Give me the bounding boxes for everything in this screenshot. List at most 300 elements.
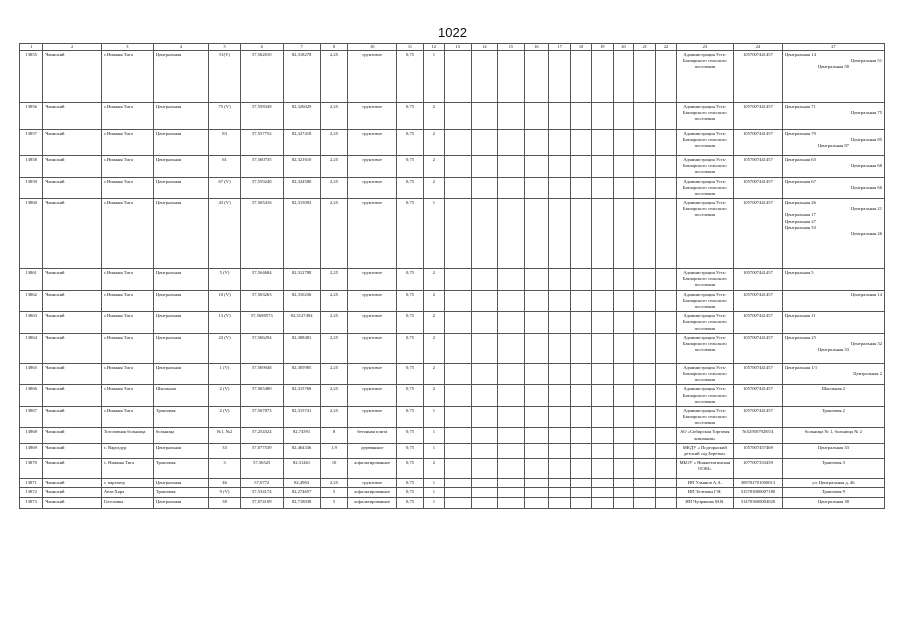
table-cell xyxy=(591,290,613,312)
table-cell xyxy=(571,50,591,102)
table-cell xyxy=(656,333,676,363)
table-cell: Чаинский xyxy=(43,385,101,407)
table-row xyxy=(20,269,885,291)
table-cell: 82,321610 xyxy=(283,155,320,177)
table-cell xyxy=(498,312,525,334)
table-cell: 0,75 xyxy=(397,488,424,497)
table-cell: 2,25 xyxy=(320,385,348,407)
table-cell: 2 (V) xyxy=(209,385,241,407)
table-cell: 57,563263 xyxy=(241,290,284,312)
table-cell: бетонная плита xyxy=(348,428,397,443)
table-cell xyxy=(613,102,633,129)
table-cell xyxy=(524,385,548,407)
column-header: 19 xyxy=(591,44,613,51)
table-cell xyxy=(549,199,571,269)
table-cell xyxy=(498,488,525,497)
table-cell: №5295079285/4 xyxy=(734,428,783,443)
table-cell xyxy=(634,155,656,177)
table-cell: Центральная xyxy=(153,333,208,363)
table-cell xyxy=(549,488,571,497)
table-cell xyxy=(498,199,525,269)
table-cell: 61 xyxy=(209,155,241,177)
table-cell: 0,75 xyxy=(397,102,424,129)
table-cell: 82,31461 xyxy=(283,459,320,479)
table-cell: с.Нижняя Тига xyxy=(101,385,153,407)
table-cell xyxy=(591,443,613,458)
table-cell: 2 xyxy=(423,129,444,155)
table-cell xyxy=(613,488,633,497)
registry-table xyxy=(19,43,885,509)
table-row xyxy=(20,497,885,508)
table-cell: 82,324580 xyxy=(283,177,320,199)
table-cell xyxy=(549,269,571,291)
table-cell xyxy=(471,363,498,385)
table-cell xyxy=(524,488,548,497)
table-cell xyxy=(571,385,591,407)
table-cell: Администрация Усть-Бакчарского сельского поселения xyxy=(676,50,733,102)
table-cell: асфальтированное xyxy=(348,488,397,497)
table-cell xyxy=(613,479,633,488)
table-cell: больница xyxy=(153,428,208,443)
table-cell xyxy=(591,428,613,443)
column-header: 1 xyxy=(20,44,43,51)
table-cell: 2 xyxy=(423,459,444,479)
column-header: 17 xyxy=(549,44,571,51)
table-row xyxy=(20,385,885,407)
table-cell: 0,75 xyxy=(397,497,424,508)
table-cell: 1057007441457 xyxy=(734,129,783,155)
address-cell xyxy=(782,102,884,129)
table-cell xyxy=(524,155,548,177)
table-cell xyxy=(571,177,591,199)
table-cell: Аеза-Хара xyxy=(101,488,153,497)
table-cell: 51(V) xyxy=(209,50,241,102)
table-cell: с.Нижняя Тига xyxy=(101,129,153,155)
column-header: 15 xyxy=(498,44,525,51)
table-cell xyxy=(498,177,525,199)
table-cell: 82,318278 xyxy=(283,50,320,102)
table-cell xyxy=(571,102,591,129)
table-cell: 1 xyxy=(423,443,444,458)
table-cell xyxy=(498,479,525,488)
table-cell: 33 xyxy=(209,443,241,458)
table-row xyxy=(20,290,885,312)
table-cell xyxy=(634,290,656,312)
address-line: Центральная 51 xyxy=(851,58,882,64)
table-cell: Центральная xyxy=(153,363,208,385)
table-cell xyxy=(634,177,656,199)
table-cell: 57,534174 xyxy=(241,488,284,497)
table-cell xyxy=(613,129,633,155)
address-line: Центральная 32 xyxy=(851,340,882,346)
table-cell xyxy=(471,385,498,407)
column-header: 14 xyxy=(471,44,498,51)
column-header: 4 xyxy=(153,44,208,51)
table-row xyxy=(20,50,885,102)
table-cell: 82,74391 xyxy=(283,428,320,443)
table-cell: с.Нижняя Тига xyxy=(101,333,153,363)
table-cell: ИП Чупрякова М.В. xyxy=(676,497,733,508)
address-line: больница № 1, больница № 2 xyxy=(804,429,862,435)
column-header: 6 xyxy=(241,44,284,51)
table-cell: 13862 xyxy=(20,290,43,312)
table-cell: грунтовое xyxy=(348,333,397,363)
table-cell: 1 xyxy=(423,497,444,508)
table-cell: 82,3127494 xyxy=(283,312,320,334)
table-cell: 57,562010 xyxy=(241,50,284,102)
table-cell: 0,75 xyxy=(397,333,424,363)
table-cell xyxy=(471,290,498,312)
table-cell: 1 xyxy=(423,199,444,269)
table-cell: 2 xyxy=(423,155,444,177)
table-cell xyxy=(524,443,548,458)
address-cell xyxy=(782,199,884,269)
table-cell xyxy=(591,50,613,102)
table-cell: 57,074109 xyxy=(241,497,284,508)
table-cell: деревянное xyxy=(348,443,397,458)
table-cell: 2,25 xyxy=(320,155,348,177)
table-cell: МБОУ « Нижнетигинская ООШ» xyxy=(676,459,733,479)
table-cell: асфальтированное xyxy=(348,459,397,479)
table-cell: Центральная xyxy=(153,129,208,155)
table-cell xyxy=(656,428,676,443)
table-cell: 0,75 xyxy=(397,129,424,155)
table-cell: Центральная xyxy=(153,155,208,177)
table-cell: 82,305985 xyxy=(283,363,320,385)
table-cell xyxy=(634,102,656,129)
table-cell: Администрация Усть-Бакчарского сельского поселения xyxy=(676,363,733,385)
table-cell: 314703600004020 xyxy=(734,497,783,508)
table-cell xyxy=(471,333,498,363)
table-row xyxy=(20,129,885,155)
table-cell xyxy=(524,363,548,385)
table-cell xyxy=(471,155,498,177)
address-cell xyxy=(782,333,884,363)
table-cell: Администрация Усть-Бакчарского сельского поселения xyxy=(676,290,733,312)
table-cell xyxy=(549,443,571,458)
table-cell: 82,312788 xyxy=(283,269,320,291)
table-cell: 1057007441457 xyxy=(734,155,783,177)
table-cell: №1, №2 xyxy=(209,428,241,443)
table-cell: ИП Тележин Г.Н. xyxy=(676,488,733,497)
table-cell xyxy=(634,488,656,497)
table-cell xyxy=(445,129,472,155)
table-cell xyxy=(634,406,656,428)
table-cell: с.Нижняя Тига xyxy=(101,102,153,129)
address-cell xyxy=(782,497,884,508)
table-cell: Центральная xyxy=(153,479,208,488)
table-cell: Чаинский xyxy=(43,102,101,129)
table-cell: Чаинский xyxy=(43,312,101,334)
address-line: Центральная 2 xyxy=(853,370,882,376)
table-cell xyxy=(524,406,548,428)
column-header: 27 xyxy=(782,44,884,51)
address-line: Школьная 2 xyxy=(821,386,846,392)
table-cell: 309702701000013 xyxy=(734,479,783,488)
table-cell xyxy=(549,459,571,479)
address-line: ул. Центральная д. 46 xyxy=(812,480,855,486)
table-cell xyxy=(591,479,613,488)
table-cell xyxy=(613,269,633,291)
table-cell: 13861 xyxy=(20,269,43,291)
table-cell: 57,564684 xyxy=(241,269,284,291)
table-cell xyxy=(445,269,472,291)
table-cell: 13857 xyxy=(20,129,43,155)
table-cell xyxy=(445,459,472,479)
table-cell xyxy=(471,488,498,497)
table-cell xyxy=(656,459,676,479)
table-cell xyxy=(591,497,613,508)
table-cell xyxy=(524,333,548,363)
table-cell: Чаинский xyxy=(43,129,101,155)
header-row xyxy=(20,44,885,51)
table-cell xyxy=(524,102,548,129)
table-cell: 315703000007180 xyxy=(734,488,783,497)
table-cell: 13856 xyxy=(20,102,43,129)
table-cell xyxy=(591,363,613,385)
table-cell: 2 xyxy=(423,102,444,129)
address-line: Центральная 67 xyxy=(784,178,816,184)
table-cell: 0,75 xyxy=(397,199,424,269)
table-cell xyxy=(591,269,613,291)
table-row xyxy=(20,312,885,334)
table-cell xyxy=(634,497,656,508)
table-cell: 1077007333459 xyxy=(734,459,783,479)
table-cell xyxy=(656,155,676,177)
column-header: 24 xyxy=(734,44,783,51)
table-cell: Центральная xyxy=(153,199,208,269)
table-cell xyxy=(613,333,633,363)
address-cell xyxy=(782,488,884,497)
table-cell xyxy=(591,129,613,155)
table-cell: с.Нижняя Тига xyxy=(101,269,153,291)
table-cell: 0,75 xyxy=(397,428,424,443)
table-cell: 82,315741 xyxy=(283,406,320,428)
table-cell xyxy=(524,290,548,312)
table-cell: 2 xyxy=(423,333,444,363)
address-line: Трактовая 9 xyxy=(821,489,845,495)
table-cell xyxy=(498,443,525,458)
table-cell: Трактовая xyxy=(153,459,208,479)
table-cell xyxy=(656,443,676,458)
table-cell xyxy=(549,363,571,385)
address-cell xyxy=(782,50,884,102)
table-cell xyxy=(498,459,525,479)
table-cell xyxy=(634,385,656,407)
table-cell: с. варгатер xyxy=(101,479,153,488)
table-cell: 1057007441457 xyxy=(734,50,783,102)
table-cell xyxy=(471,102,498,129)
table-cell: Центральная xyxy=(153,290,208,312)
table-row xyxy=(20,102,885,129)
table-cell xyxy=(498,406,525,428)
table-cell: 82,4963 xyxy=(283,479,320,488)
table-cell xyxy=(656,129,676,155)
table-cell: 82,718038 xyxy=(283,497,320,508)
table-cell xyxy=(445,363,472,385)
table-cell: 57,567873 xyxy=(241,406,284,428)
table-cell: 57,558349 xyxy=(241,102,284,129)
table-cell: 83 xyxy=(209,129,241,155)
address-line: Центральная 21 xyxy=(851,206,882,212)
address-cell xyxy=(782,155,884,177)
table-cell xyxy=(498,385,525,407)
table-cell xyxy=(571,443,591,458)
table-cell: 13858 xyxy=(20,155,43,177)
table-cell: Чаинский xyxy=(43,177,101,199)
column-header: 10 xyxy=(348,44,397,51)
column-header: 16 xyxy=(524,44,548,51)
table-cell xyxy=(571,488,591,497)
table-cell: 1057007441457 xyxy=(734,363,783,385)
table-cell: 75 (V) xyxy=(209,102,241,129)
table-cell xyxy=(634,443,656,458)
table-cell xyxy=(613,177,633,199)
table-cell xyxy=(498,269,525,291)
table-cell: 2 xyxy=(423,312,444,334)
table-cell xyxy=(445,488,472,497)
table-cell xyxy=(571,497,591,508)
table-cell xyxy=(613,459,633,479)
table-cell xyxy=(591,199,613,269)
table-cell: 1057007441457 xyxy=(734,269,783,291)
table-cell: 5 (V) xyxy=(209,269,241,291)
table-cell xyxy=(571,129,591,155)
column-header: 13 xyxy=(445,44,472,51)
table-cell: с.Нижняя Тига xyxy=(101,177,153,199)
table-cell: 2,25 xyxy=(320,199,348,269)
table-cell: с. Варгадур xyxy=(101,443,153,458)
table-cell: 13865 xyxy=(20,363,43,385)
table-cell: 0,75 xyxy=(397,50,424,102)
table-cell: Центральная xyxy=(153,312,208,334)
table-cell: грунтовое xyxy=(348,50,397,102)
table-cell xyxy=(656,406,676,428)
table-cell: 57,5698573 xyxy=(241,312,284,334)
column-header: 8 xyxy=(320,44,348,51)
table-cell: Администрация Усть-Бакчарского сельского поселения xyxy=(676,406,733,428)
table-cell: 2,25 xyxy=(320,290,348,312)
table-cell: Тоголовная больница xyxy=(101,428,153,443)
table-cell: 2,25 xyxy=(320,312,348,334)
address-cell xyxy=(782,479,884,488)
table-cell: 2 xyxy=(423,177,444,199)
table-cell: Чаинский xyxy=(43,269,101,291)
table-cell xyxy=(656,290,676,312)
address-line: Центральная 63 xyxy=(784,156,816,162)
table-cell: Чаинский xyxy=(43,199,101,269)
table-cell: с.Нижняя Тига xyxy=(101,155,153,177)
address-line: Центральная 79 xyxy=(784,130,816,136)
table-cell: Центральная xyxy=(153,102,208,129)
table-cell: 13873 xyxy=(20,497,43,508)
table-cell: 1057007441457 xyxy=(734,333,783,363)
address-line: Центральная 33 xyxy=(784,224,816,230)
table-cell: Администрация Усть-Бакчарского сельского поселения xyxy=(676,155,733,177)
column-header: 2 xyxy=(43,44,101,51)
table-cell xyxy=(445,385,472,407)
table-row xyxy=(20,177,885,199)
address-line: Центральная 33 xyxy=(817,444,849,450)
table-cell xyxy=(471,269,498,291)
table-cell xyxy=(571,428,591,443)
table-cell: 82,315092 xyxy=(283,199,320,269)
table-cell: с.Нижняя Тига xyxy=(101,363,153,385)
table-cell: Чаинский xyxy=(43,479,101,488)
table-cell xyxy=(549,497,571,508)
table-cell: 2 (V) xyxy=(209,406,241,428)
table-cell: 67 (V) xyxy=(209,177,241,199)
table-cell xyxy=(613,385,633,407)
address-cell xyxy=(782,406,884,428)
table-cell xyxy=(549,479,571,488)
table-cell xyxy=(571,269,591,291)
table-cell xyxy=(613,428,633,443)
table-cell xyxy=(524,479,548,488)
table-cell xyxy=(613,406,633,428)
table-cell xyxy=(498,333,525,363)
table-cell xyxy=(445,479,472,488)
address-line: Центральная 11 xyxy=(784,313,816,319)
table-cell: грунтовое xyxy=(348,155,397,177)
table-cell: Чаинский xyxy=(43,428,101,443)
table-cell xyxy=(471,443,498,458)
table-cell xyxy=(613,443,633,458)
address-cell xyxy=(782,129,884,155)
table-cell: 38 xyxy=(209,497,241,508)
table-cell xyxy=(634,479,656,488)
table-cell: 2,25 xyxy=(320,269,348,291)
table-cell xyxy=(445,497,472,508)
table-cell xyxy=(613,497,633,508)
table-row xyxy=(20,155,885,177)
table-cell xyxy=(549,102,571,129)
table-cell xyxy=(571,479,591,488)
table-cell: грунтовое xyxy=(348,312,397,334)
table-cell: 82,315768 xyxy=(283,385,320,407)
table-cell xyxy=(634,199,656,269)
table-cell: 1 xyxy=(423,406,444,428)
table-cell xyxy=(656,312,676,334)
table-cell xyxy=(613,199,633,269)
table-cell xyxy=(498,129,525,155)
address-line: Центральная 26 xyxy=(851,231,882,236)
table-cell: асфальтированное xyxy=(348,497,397,508)
table-cell: 3 xyxy=(209,459,241,479)
table-cell xyxy=(549,312,571,334)
table-cell xyxy=(498,363,525,385)
table-cell: Администрация Усть-Бакчарского сельского поселения xyxy=(676,312,733,334)
table-cell xyxy=(549,333,571,363)
table-cell: Администрация Усть-Бакчарского сельского поселения xyxy=(676,102,733,129)
table-cell xyxy=(549,155,571,177)
table-row xyxy=(20,199,885,269)
table-cell xyxy=(524,129,548,155)
table-cell: грунтовое xyxy=(348,177,397,199)
table-cell: с.Нижняя Тига xyxy=(101,50,153,102)
address-line: Центральная 85 xyxy=(851,137,882,143)
table-cell: Чаинский xyxy=(43,333,101,363)
table-cell xyxy=(591,488,613,497)
table-cell: 1 xyxy=(423,50,444,102)
address-line: Центральная 38 xyxy=(817,498,849,504)
table-cell xyxy=(591,406,613,428)
address-line: Центральная 75 xyxy=(851,110,882,116)
table-cell: грунтовое xyxy=(348,406,397,428)
table-cell: 0,75 xyxy=(397,406,424,428)
table-cell: Центральная xyxy=(153,443,208,458)
table-cell xyxy=(571,459,591,479)
